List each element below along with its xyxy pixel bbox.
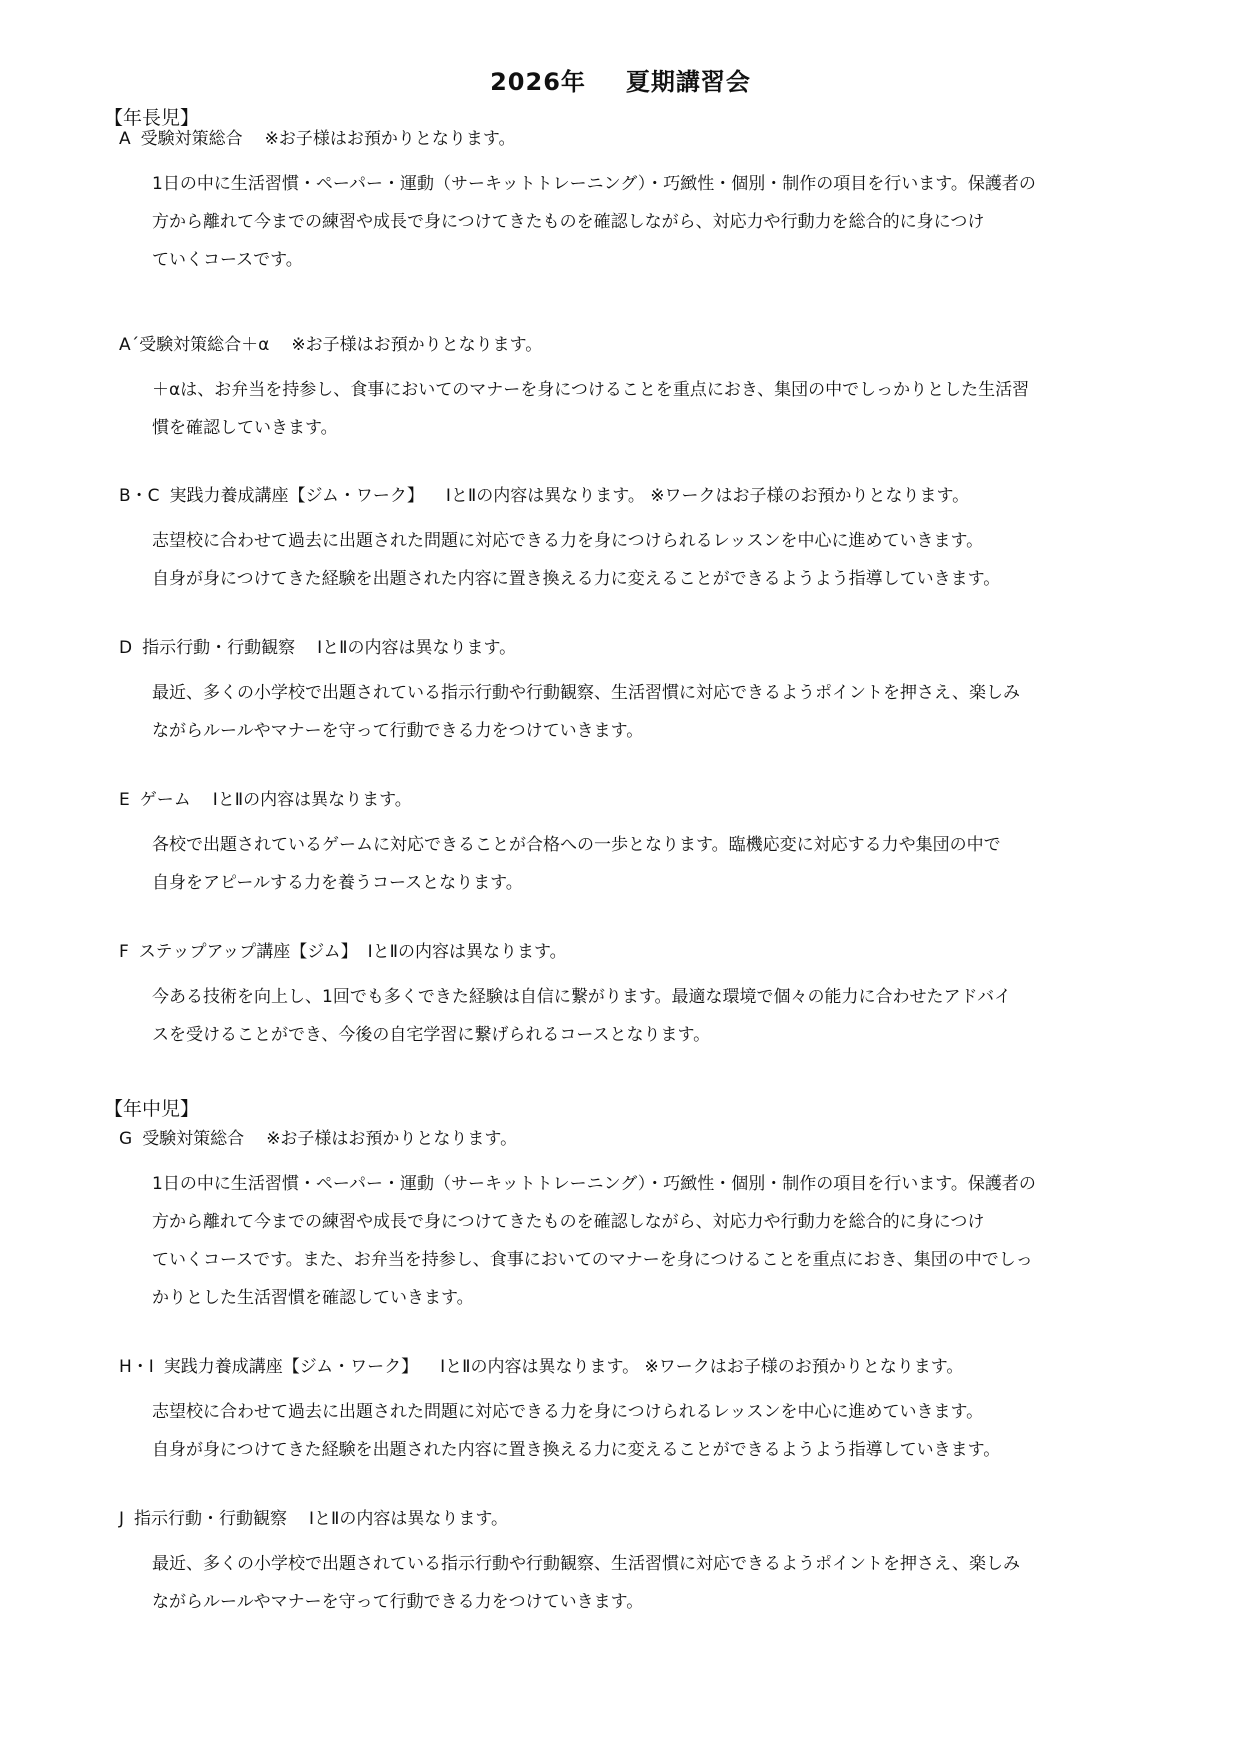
course-j	[119, 1507, 1149, 1621]
course-name: ゲーム	[139, 790, 191, 810]
course-description	[152, 1165, 1142, 1317]
course-name: ステップアップ講座【ジム】	[138, 942, 358, 962]
course-d	[119, 636, 1149, 750]
course-note: ⅠとⅡの内容は異なります。 ※ワークはお子様のお預かりとなります。	[445, 486, 970, 506]
description-line: 各校で出題されているゲームに対応できることが合格への一歩となります。臨機応変に対応する力や集団の中で	[152, 835, 1001, 855]
description-line: スを受けることができ、今後の自宅学習に繋げられるコースとなります。	[152, 1025, 711, 1045]
description-line: ながらルールやマナーを守って行動できる力をつけていきます。	[152, 1592, 644, 1612]
section-heading-nenchou: 【年長児】	[104, 107, 200, 129]
description-line: 今ある技術を向上し、1回でも多くできた経験は自信に繋がります。最適な環境で個々の能力に合わせたアドバイ	[152, 987, 1012, 1007]
course-note: ※お子様はお預かりとなります。	[291, 335, 543, 355]
course-note: ⅠとⅡの内容は異なります。	[212, 790, 412, 810]
course-code: A	[119, 129, 131, 149]
course-code: D	[119, 638, 133, 658]
course-description	[152, 1393, 1142, 1469]
course-description	[152, 371, 1142, 447]
description-line: 志望校に合わせて過去に出題された問題に対応できる力を身につけられるレッスンを中心に進めていきます。	[152, 1402, 984, 1422]
course-code: A´	[119, 335, 140, 355]
course-name: 実践力養成講座【ジム・ワーク】	[163, 1357, 419, 1377]
course-description	[152, 826, 1142, 902]
course-description	[152, 674, 1142, 750]
course-description	[152, 522, 1142, 598]
course-description	[152, 978, 1142, 1054]
course-header	[119, 1127, 1149, 1151]
course-note: ⅠとⅡの内容は異なります。 ※ワークはお子様のお預かりとなります。	[440, 1357, 964, 1377]
description-line: 志望校に合わせて過去に出題された問題に対応できる力を身につけられるレッスンを中心に進めていきます。	[152, 531, 984, 551]
course-note: ※お子様はお預かりとなります。	[264, 129, 516, 149]
course-note: ※お子様はお預かりとなります。	[266, 1129, 518, 1149]
course-name: 受験対策総合＋α	[139, 335, 270, 355]
course-name: 指示行動・行動観察	[142, 638, 296, 658]
description-line: 1日の中に生活習慣・ペーパー・運動（サーキットトレーニング）・巧緻性・個別・制作の項目を行います。保護者の	[152, 174, 1036, 194]
description-line: 慣を確認していきます。	[152, 418, 338, 438]
description-line: 方から離れて今までの練習や成長で身につけてきたものを確認しながら、対応力や行動力を総合的に身につけ	[152, 212, 985, 232]
course-code: E	[119, 790, 130, 810]
description-line: 自身をアピールする力を養うコースとなります。	[152, 873, 523, 893]
course-code: F	[119, 942, 129, 962]
page-title	[0, 62, 1241, 97]
course-header	[119, 940, 1149, 964]
description-line: ていくコースです。	[152, 250, 303, 270]
course-a-prime	[119, 333, 1149, 447]
description-line: 自身が身につけてきた経験を出題された内容に置き換える力に変えることができるようよう指導していきます。	[152, 569, 1001, 589]
description-line: 最近、多くの小学校で出題されている指示行動や行動観察、生活習慣に対応できるようポイントを押さえ、楽しみ	[152, 683, 1021, 703]
course-name: 実践力養成講座【ジム・ワーク】	[169, 486, 424, 506]
description-line: 自身が身につけてきた経験を出題された内容に置き換える力に変えることができるようよう指導していきます。	[152, 1440, 1001, 1460]
course-header	[119, 333, 1149, 357]
course-header	[119, 1355, 1149, 1379]
description-line: ていくコースです。また、お弁当を持参し、食事においてのマナーを身につけることを重点におき、集団の中でしっ	[152, 1250, 1033, 1270]
course-description	[152, 1545, 1142, 1621]
description-line: 1日の中に生活習慣・ペーパー・運動（サーキットトレーニング）・巧緻性・個別・制作の項目を行います。保護者の	[152, 1174, 1036, 1194]
course-code: B・C	[119, 486, 160, 506]
course-description	[152, 165, 1142, 279]
course-a	[119, 127, 1149, 279]
course-g	[119, 1127, 1149, 1317]
course-b-c	[119, 484, 1149, 598]
course-e	[119, 788, 1149, 902]
description-line: 方から離れて今までの練習や成長で身につけてきたものを確認しながら、対応力や行動力を総合的に身につけ	[152, 1212, 985, 1232]
course-code: H・I	[119, 1357, 154, 1377]
course-name: 指示行動・行動観察	[134, 1509, 288, 1529]
course-code: G	[119, 1129, 133, 1149]
course-header	[119, 127, 1149, 151]
course-h-i	[119, 1355, 1149, 1469]
course-header	[119, 636, 1149, 660]
course-header	[119, 788, 1149, 812]
description-line: ＋αは、お弁当を持参し、食事においてのマナーを身につけることを重点におき、集団の中でしっかりとした生活習	[152, 380, 1030, 400]
course-name: 受験対策総合	[142, 1129, 245, 1149]
description-line: 最近、多くの小学校で出題されている指示行動や行動観察、生活習慣に対応できるようポイントを押さえ、楽しみ	[152, 1554, 1021, 1574]
course-note: ⅠとⅡの内容は異なります。	[309, 1509, 509, 1529]
course-note: ⅠとⅡの内容は異なります。	[367, 942, 567, 962]
course-code: J	[119, 1509, 125, 1529]
description-line: かりとした生活習慣を確認していきます。	[152, 1288, 474, 1308]
course-note: ⅠとⅡの内容は異なります。	[317, 638, 517, 658]
course-header	[119, 484, 1149, 508]
title-year: 2026年	[490, 68, 586, 96]
course-name: 受験対策総合	[140, 129, 243, 149]
description-line: ながらルールやマナーを守って行動できる力をつけていきます。	[152, 721, 644, 741]
section-heading-nenchuu: 【年中児】	[104, 1098, 200, 1120]
course-f	[119, 940, 1149, 1054]
title-name: 夏期講習会	[625, 68, 751, 96]
course-header	[119, 1507, 1149, 1531]
